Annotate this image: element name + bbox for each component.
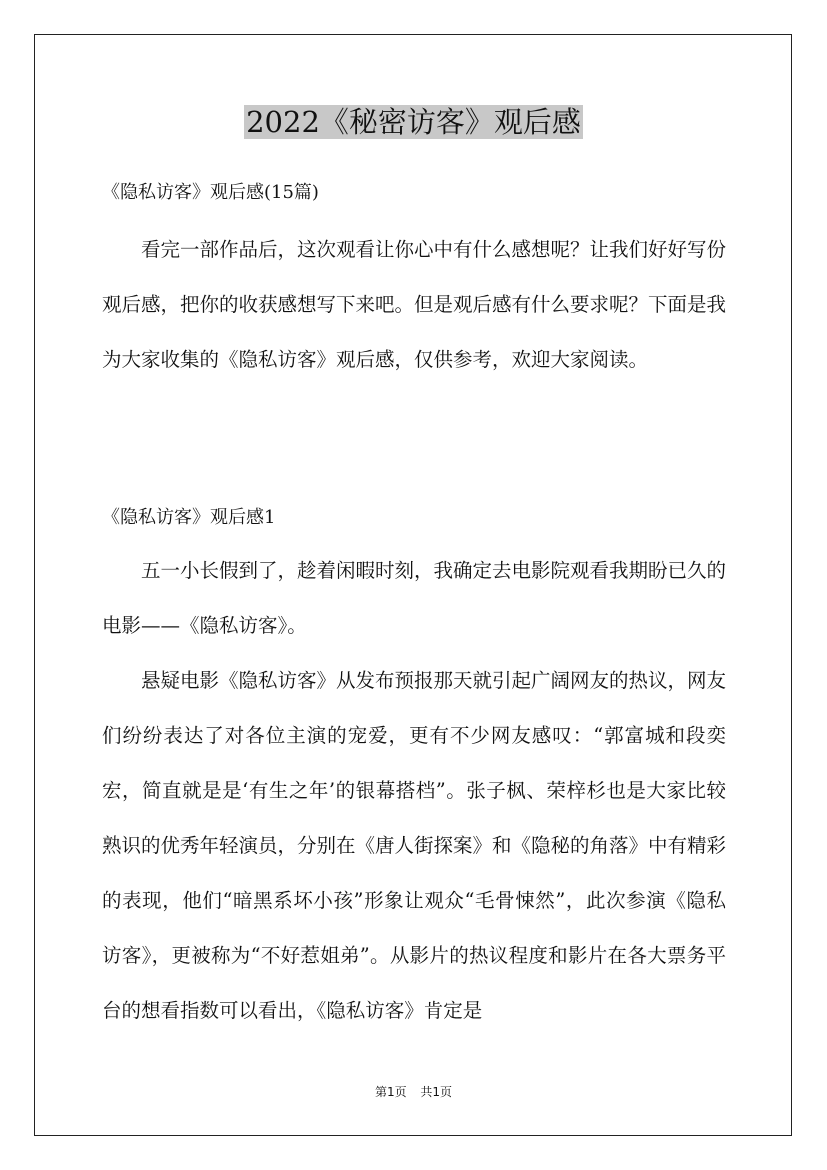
section-heading: 《隐私访客》观后感1 [102,507,276,528]
body-paragraph-2: 悬疑电影《隐私访客》从发布预报那天就引起广阔网友的热议，网友们纷纷表达了对各位主演的宠爱，更有不少网友感叹：“郭富城和段奕宏，简直就是是‘有生之年’的银幕搭档”。张子枫、荣梓杉也是大家比较熟识的优秀年轻演员，分别在《唐人街探案》和《隐秘的角落》中有精彩的表现，他们“暗黑系坏小孩”形象让观众“毛骨悚然”，此次参演《隐私访客》，更被称为“不好惹姐弟”。从影片的热议程度和影片在各大票务平台的想看指数可以看出，《隐私访客》肯定是 [102,669,727,1022]
page-number: 第1页 [374,1085,407,1099]
document-subtitle: 《隐私访客》观后感(15篇) [102,182,319,203]
page-total: 共1页 [420,1085,453,1099]
page-footer [0,1083,827,1101]
document-title-text: 2022《秘密访客》观后感 [246,105,581,139]
document-title [0,100,827,144]
body-paragraph-1: 五一小长假到了，趁着闲暇时刻，我确定去电影院观看我期盼已久的电影——《隐私访客》。 [102,559,727,637]
intro-paragraph: 看完一部作品后，这次观看让你心中有什么感想呢？让我们好好写份观后感，把你的收获感想写下来吧。但是观后感有什么要求呢？下面是我为大家收集的《隐私访客》观后感，仅供参考，欢迎大家阅读。 [102,238,727,371]
